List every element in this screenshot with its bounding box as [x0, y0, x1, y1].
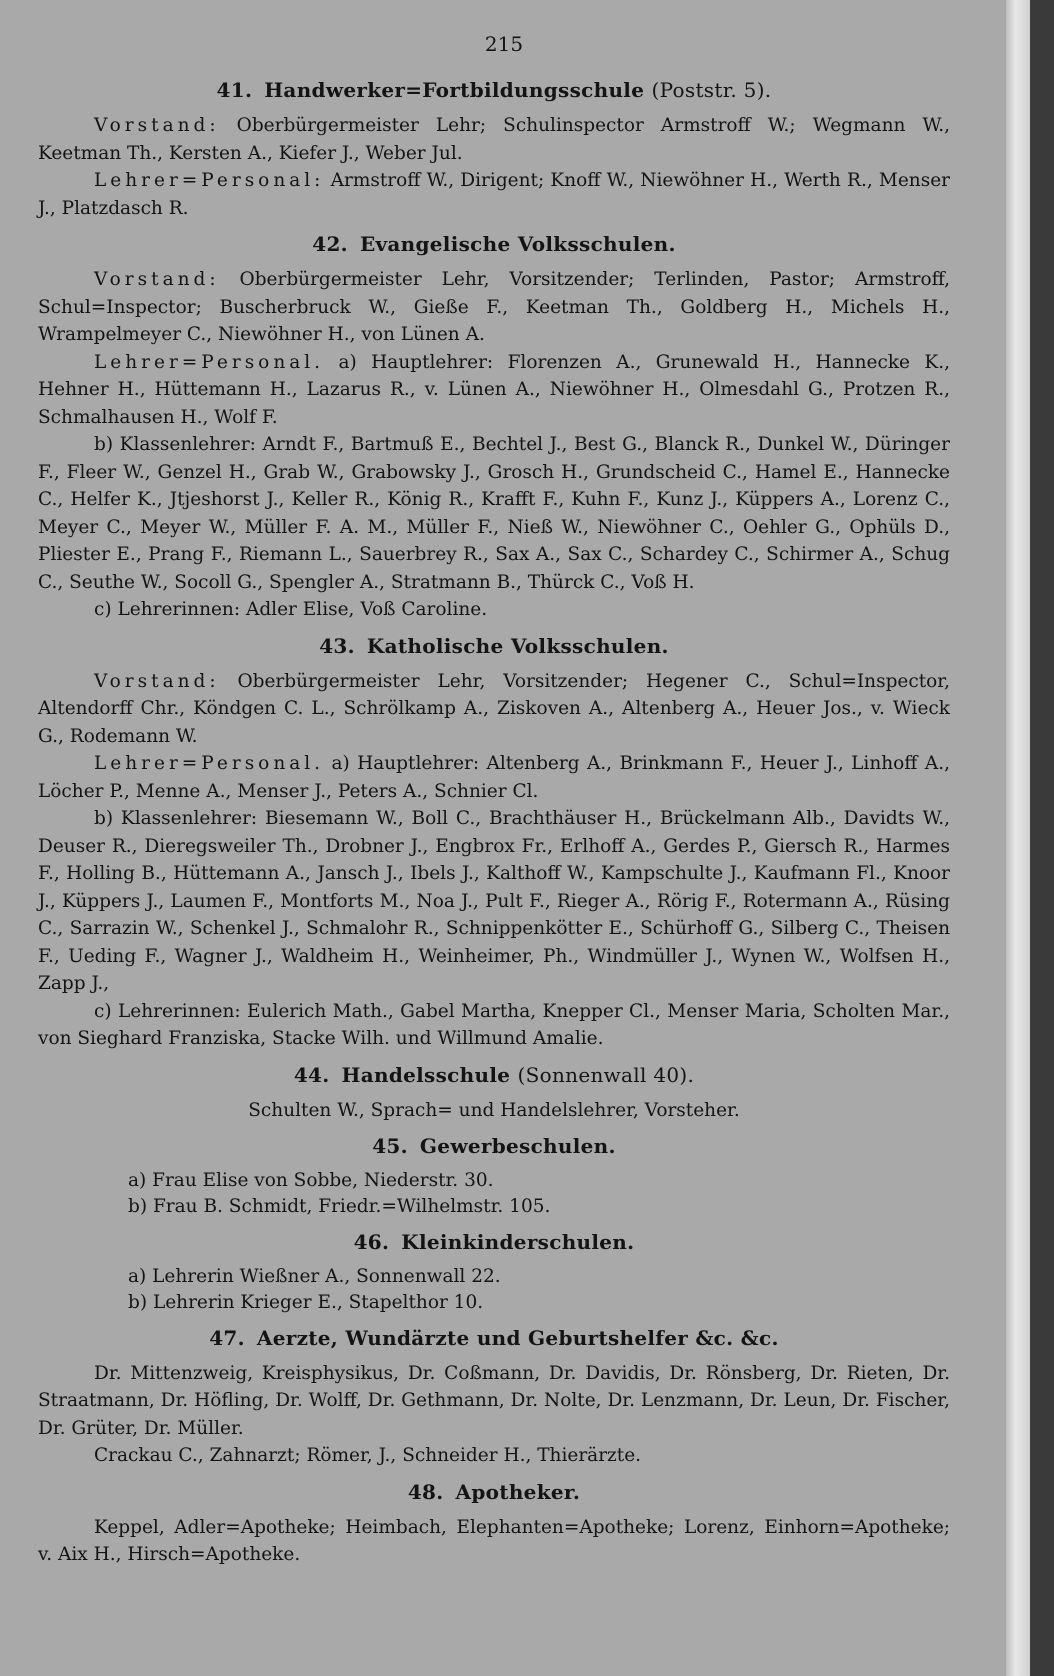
hauptlehrer-text: Florenzen A., Grunewald H., Hannecke K., Hehner H., Hüttemann H., Lazarus R., v. Lünen A., Niewöhner H., Olmesdahl G., Protzen R., Schmalhausen H., Wolf F.	[38, 351, 950, 428]
section-48-heading	[38, 1480, 950, 1504]
section-number: 44.	[293, 1062, 330, 1087]
lehrerinnen-paragraph	[38, 596, 950, 624]
section-41-heading	[38, 78, 950, 102]
vorstand-paragraph	[38, 112, 950, 167]
hauptlehrer-label: a) Hauptlehrer:	[338, 351, 494, 373]
lehrer-text: Armstroff W., Dirigent; Knoff W., Niewöhner H., Werth R., Menser J., Platzdasch R.	[38, 170, 950, 219]
section-address: (Poststr. 5).	[651, 78, 772, 102]
lehrerinnen-text: Eulerich Math., Gabel Martha, Knepper Cl., Menser Maria, Scholten Mar., von Sieghard Franziska, Stacke Wilh. und Willmund Amalie.	[38, 1000, 950, 1049]
section-45-heading	[38, 1134, 950, 1158]
vorstand-label: Vorstand:	[94, 115, 220, 136]
lehrer-label: Lehrer=Personal.	[94, 351, 325, 373]
lehrerinnen-paragraph	[38, 998, 950, 1053]
section-46-heading	[38, 1230, 950, 1254]
klassenlehrer-label: b) Klassenlehrer:	[94, 434, 256, 455]
section-number: 48.	[407, 1479, 444, 1504]
lehrer-paragraph	[38, 750, 950, 805]
section-42	[38, 232, 950, 624]
section-title: Gewerbeschulen.	[419, 1133, 616, 1158]
aerzte-paragraph: Dr. Mittenzweig, Kreisphysikus, Dr. Coßmann, Dr. Davidis, Dr. Rönsberg, Dr. Rieten, Dr. Straatmann, Dr. Höfling, Dr. Wolff, Dr. Gethmann, Dr. Nolte, Dr. Lenzmann, Dr. Leun, Dr. Fischer, Dr. Grüter, Dr. Müller.	[38, 1362, 950, 1439]
section-number: 42.	[312, 232, 348, 256]
vorstand-text: Oberbürgermeister Lehr, Vorsitzender; Terlinden, Pastor; Armstroff, Schul=Inspector; Buscherbruck W., Gieße F., Keetman Th., Goldberg H., Michels H., Wrampelmeyer C., Niewöhner H., von Lünen A.	[38, 269, 950, 345]
klassenlehrer-text: Arndt F., Bartmuß E., Bechtel J., Best G., Blanck R., Dunkel W., Düringer F., Fleer W., Genzel H., Grab W., Grabowsky J., Grosch H., Grundscheid C., Hamel E., Hannecke C., Helfer K., Jtjeshorst J., Keller R., König R., Krafft F., Kuhn F., Kunz J., Küppers A., Lorenz C., Meyer C., Meyer W., Müller F. A. M., Müller F., Nieß W., Niewöhner C., Oehler G., Ophüls D., Pliester E., Prang F., Riemann L., Sauerbrey R., Sax A., Sax C., Schardey C., Schirmer A., Schug C., Seuthe W., Socoll G., Spengler A., Stratmann B., Thürck C., Voß H.	[38, 434, 950, 593]
section-number: 46.	[353, 1229, 390, 1254]
section-title: Handwerker=Fortbildungsschule	[264, 78, 645, 102]
section-47-heading	[38, 1326, 950, 1350]
vorstand-paragraph	[38, 266, 950, 349]
section-43-heading	[38, 634, 950, 658]
list-item: a) Frau Elise von Sobbe, Niederstr. 30.	[128, 1169, 494, 1191]
section-number: 47.	[209, 1325, 245, 1350]
section-title: Handelsschule	[341, 1062, 511, 1087]
page-number: 215	[484, 32, 524, 56]
section-title: Apotheker.	[455, 1479, 581, 1504]
vorstand-text: Oberbürgermeister Lehr, Vorsitzender; Hegener C., Schul=Inspector, Altendorff Chr., Köndgen C. L., Schrölkamp A., Ziskoven A., Altenberg A., Heuer Jos., v. Wieck G., Rodemann W.	[38, 670, 950, 747]
section-44	[38, 1063, 950, 1124]
section-number: 41.	[216, 78, 253, 102]
lehrer-label: Lehrer=Personal:	[94, 170, 325, 191]
vorstand-paragraph	[38, 668, 950, 751]
section-41	[38, 78, 950, 222]
lehrer-paragraph	[38, 167, 950, 222]
hauptlehrer-text: Altenberg A., Brinkmann F., Heuer J., Linhoff A., Löcher P., Menne A., Menser J., Peters A., Schnier Cl.	[38, 753, 950, 802]
klassenlehrer-label: b) Klassenlehrer:	[94, 808, 258, 829]
section-46	[38, 1230, 950, 1316]
lehrerinnen-text: Adler Elise, Voß Caroline.	[245, 599, 488, 620]
lehrer-label: Lehrer=Personal.	[94, 753, 325, 774]
lehrerinnen-label: c) Lehrerinnen:	[94, 599, 241, 620]
apotheker-paragraph: Keppel, Adler=Apotheke; Heimbach, Elephanten=Apotheke; Lorenz, Einhorn=Apotheke; v. Aix H., Hirsch=Apotheke.	[38, 1516, 950, 1565]
list-item: b) Frau B. Schmidt, Friedr.=Wilhelmstr. 105.	[128, 1195, 551, 1217]
section-title: Katholische Volksschulen.	[366, 633, 669, 658]
section-48	[38, 1480, 950, 1569]
lehrer-paragraph	[38, 349, 950, 432]
section-title: Kleinkinderschulen.	[401, 1229, 635, 1254]
section-45	[38, 1134, 950, 1220]
handelsschule-text: Schulten W., Sprach= und Handelslehrer, Vorsteher.	[248, 1099, 740, 1121]
section-address: (Sonnenwall 40).	[517, 1062, 695, 1087]
page-edge	[1006, 0, 1030, 1676]
klassenlehrer-paragraph	[38, 431, 950, 596]
section-number: 45.	[372, 1133, 408, 1158]
vorstand-label: Vorstand:	[94, 670, 220, 692]
list-item: a) Lehrerin Wießner A., Sonnenwall 22.	[128, 1265, 501, 1287]
section-44-heading	[38, 1063, 950, 1087]
vorstand-text: Oberbürgermeister Lehr; Schulinspector Armstroff W.; Wegmann W., Keetman Th., Kersten A., Kiefer J., Weber Jul.	[38, 115, 950, 164]
section-42-heading	[38, 232, 950, 256]
zahnarzt-paragraph: Crackau C., Zahnarzt; Römer, J., Schneider H., Thierärzte.	[94, 1445, 642, 1466]
klassenlehrer-text: Biesemann W., Boll C., Brachthäuser H., Brückelmann Alb., Davidts W., Deuser R., Dieregsweiler Th., Drobner J., Engbrox Fr., Erlhoff A., Gerdes P., Giersch R., Harmes F., Holling B., Hüttemann A., Jansch J., Ibels J., Kalthoff W., Kampschulte J., Kaufmann Fl., Knoor J., Küppers J., Laumen F., Montforts M., Noa J., Pult F., Rieger A., Rörig F., Rotermann A., Rüsing C., Sarrazin W., Schenkel J., Schmalohr R., Schnippenkötter E., Schürhoff G., Silberg C., Theisen F., Ueding F., Wagner J., Waldheim H., Weinheimer, Ph., Windmüller J., Wynen W., Wolfsen H., Zapp J.,	[38, 808, 950, 994]
section-43	[38, 634, 950, 1053]
page-content	[38, 32, 950, 1579]
hauptlehrer-label: a) Hauptlehrer:	[331, 753, 480, 774]
lehrerinnen-label: c) Lehrerinnen:	[94, 1000, 241, 1022]
section-47	[38, 1326, 950, 1470]
list-item: b) Lehrerin Krieger E., Stapelthor 10.	[128, 1291, 484, 1313]
section-title: Aerzte, Wundärzte und Geburtshelfer &c. &c.	[256, 1325, 779, 1350]
section-title: Evangelische Volksschulen.	[359, 232, 676, 256]
vorstand-label: Vorstand:	[94, 269, 220, 290]
section-number: 43.	[319, 633, 355, 658]
klassenlehrer-paragraph	[38, 805, 950, 998]
